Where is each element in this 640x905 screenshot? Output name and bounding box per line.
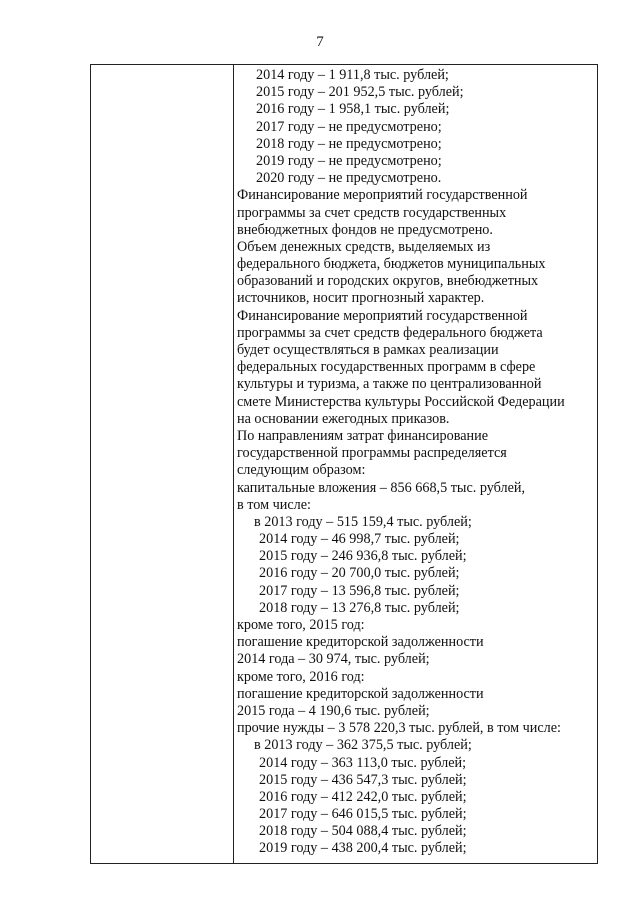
- text-line: Финансирование мероприятий государственной: [237, 307, 528, 324]
- text-line: погашение кредиторской задолженности: [237, 634, 484, 651]
- text-line: образований и городских округов, внебюджетных: [237, 273, 539, 290]
- text-line: внебюджетных фондов не предусмотрено.: [237, 221, 493, 238]
- text-line: Объем денежных средств, выделяемых из: [237, 238, 491, 255]
- text-line: 2016 году – 20 700,0 тыс. рублей;: [259, 565, 460, 582]
- text-line: на основании ежегодных приказов.: [237, 410, 450, 427]
- text-line: источников, носит прогнозный характер.: [237, 290, 485, 307]
- text-line: 2015 году – 246 936,8 тыс. рублей;: [259, 548, 467, 565]
- text-line: погашение кредиторской задолженности: [237, 685, 484, 702]
- document-table: [90, 64, 598, 864]
- text-line: в 2013 году – 362 375,5 тыс. рублей;: [254, 737, 472, 754]
- text-line: 2014 году – 46 998,7 тыс. рублей;: [259, 531, 460, 548]
- text-line: смете Министерства культуры Российской Федерации: [237, 393, 565, 410]
- text-line: Финансирование мероприятий государственной: [237, 187, 528, 204]
- text-line: следующим образом:: [237, 462, 366, 479]
- page-number: 7: [316, 34, 324, 50]
- text-line: 2019 году – 438 200,4 тыс. рублей;: [259, 840, 467, 857]
- text-line: федерального бюджета, бюджетов муниципальных: [237, 256, 546, 273]
- text-line: 2015 году – 436 547,3 тыс. рублей;: [259, 771, 467, 788]
- text-line: программы за счет средств федерального бюджета: [237, 324, 543, 341]
- column-divider: [233, 65, 234, 863]
- text-line: 2015 года – 4 190,6 тыс. рублей;: [237, 702, 430, 719]
- text-line: прочие нужды – 3 578 220,3 тыс. рублей, в том числе:: [237, 720, 561, 737]
- text-line: культуры и туризма, а также по централизованной: [237, 376, 542, 393]
- text-line: 2016 году – 1 958,1 тыс. рублей;: [256, 101, 450, 118]
- text-line: будет осуществляться в рамках реализации: [237, 342, 499, 358]
- text-line: 2020 году – не предусмотрено.: [256, 170, 442, 187]
- text-line: в 2013 году – 515 159,4 тыс. рублей;: [254, 513, 472, 530]
- text-line: 2014 года – 30 974, тыс. рублей;: [237, 651, 430, 668]
- text-line: 2014 году – 363 113,0 тыс. рублей;: [259, 754, 467, 771]
- text-line: 2017 году – не предусмотрено;: [256, 118, 442, 135]
- text-line: 2015 году – 201 952,5 тыс. рублей;: [256, 84, 464, 101]
- text-line: государственной программы распределяется: [237, 445, 507, 462]
- text-line: 2018 году – 504 088,4 тыс. рублей;: [259, 823, 467, 840]
- text-line: федеральных государственных программ в сфере: [237, 359, 536, 376]
- text-line: 2017 году – 646 015,5 тыс. рублей;: [259, 806, 467, 823]
- text-line: капитальные вложения – 856 668,5 тыс. рублей,: [237, 479, 526, 496]
- text-line: кроме того, 2015 год:: [237, 617, 365, 633]
- text-line: 2016 году – 412 242,0 тыс. рублей;: [259, 788, 467, 805]
- text-line: 2017 году – 13 596,8 тыс. рублей;: [259, 582, 460, 599]
- text-line: 2014 году – 1 911,8 тыс. рублей;: [256, 67, 449, 83]
- text-line: в том числе:: [237, 496, 311, 513]
- text-line: 2019 году – не предусмотрено;: [256, 152, 442, 169]
- text-line: кроме того, 2016 год:: [237, 668, 365, 685]
- text-line: 2018 году – не предусмотрено;: [256, 135, 442, 152]
- text-line: программы за счет средств государственных: [237, 204, 507, 221]
- financing-text-cell: [237, 67, 597, 858]
- text-line: 2018 году – 13 276,8 тыс. рублей;: [259, 599, 460, 616]
- text-line: По направлениям затрат финансирование: [237, 427, 489, 444]
